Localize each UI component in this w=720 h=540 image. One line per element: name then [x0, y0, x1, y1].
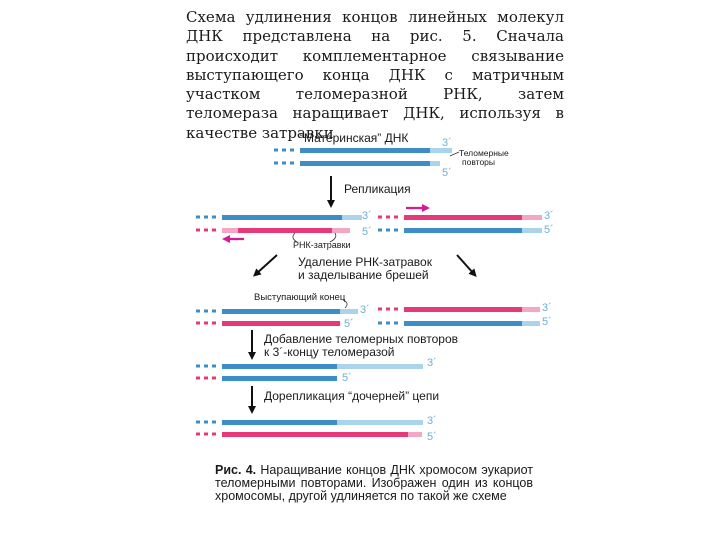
end-3-label: 3´ — [544, 210, 554, 222]
end-5-label: 5´ — [344, 318, 354, 330]
end-5-label: 5´ — [544, 224, 554, 236]
intro-paragraph: Схема удлинения концов линейных молекул ДНК представлена на рис. 5. Сначала происходит комплементарное связывание выступающего конца ДНК с матричным участком теломеразной РНК, затем теломераза наращивает ДНК, используя в качестве затравки — [186, 8, 564, 142]
removal-arrow-right — [457, 255, 474, 274]
final-daughter-strand — [222, 432, 408, 437]
left-overhang — [340, 309, 358, 314]
end-5-label: 5´ — [442, 167, 452, 179]
stage-telomerase-extension — [196, 357, 437, 384]
telomeric-repeats-label-1: Теломерные — [459, 148, 509, 158]
end-3-label: 3´ — [360, 304, 370, 316]
removal-label-2: и заделывание брешей — [298, 268, 429, 282]
parent-bottom-strand — [300, 161, 430, 166]
end-5-label: 5´ — [427, 431, 437, 443]
rna-primer-right-end — [522, 215, 530, 220]
addition-label-2: к 3´-концу теломеразой — [264, 345, 395, 359]
end-5-label: 5´ — [342, 372, 352, 384]
end-3-label: 3´ — [427, 357, 437, 369]
right-daughter-strand — [404, 215, 526, 220]
stage-parent-dna — [274, 131, 509, 179]
parent-dna-label: “Материнская” ДНК — [300, 131, 409, 145]
left-bottom-strand — [222, 321, 340, 326]
right-parent-strand — [404, 228, 522, 233]
removal-arrow-left — [256, 255, 277, 274]
caption-label: Рис. 4. — [215, 463, 257, 477]
stage-replication-right — [378, 204, 554, 236]
left-parent-repeats — [342, 215, 362, 220]
parent-top-strand — [300, 148, 430, 153]
overhang-label: Выступающий конец — [254, 292, 346, 303]
left-top-strand — [222, 309, 340, 314]
end-5-label: 5´ — [362, 226, 372, 238]
stage-primers-removed-right — [378, 302, 552, 328]
rereplication-label: Дорепликация “дочерней” цепи — [264, 389, 440, 403]
stage-daughter-completion — [196, 415, 437, 443]
added-telomeric-repeats — [337, 364, 423, 369]
rna-primers-label: РНК-затравки — [293, 240, 351, 250]
end-5-label: 5´ — [542, 316, 552, 328]
stage-replication-left — [196, 210, 372, 250]
telomeric-repeats-label-2: повторы — [462, 157, 496, 167]
final-telomeric-repeats — [337, 420, 423, 425]
end-3-label: 3´ — [542, 302, 552, 314]
final-top-strand — [222, 420, 337, 425]
parent-bottom-repeats — [430, 161, 440, 166]
replication-label: Репликация — [344, 182, 411, 196]
end-3-label: 3´ — [362, 210, 372, 222]
right-bottom-strand — [404, 321, 522, 326]
figure-caption — [215, 464, 533, 503]
caption-text: Наращивание концов ДНК хромосом эукариот теломерными повторами. Изображен один из концов хромосомы, другой удлиняется по такой же схеме — [215, 463, 533, 503]
rna-primer-right — [332, 228, 350, 233]
right-parent-repeats — [522, 228, 542, 233]
end-3-label: 3´ — [442, 137, 452, 149]
right-top-strand — [404, 307, 522, 312]
removal-label-1: Удаление РНК-затравок — [298, 255, 432, 269]
extended-top-strand — [222, 364, 337, 369]
left-daughter-strand — [238, 228, 332, 233]
end-3-label: 3´ — [427, 415, 437, 427]
rna-primer-left — [222, 228, 238, 233]
extended-bottom-strand — [222, 376, 337, 381]
left-parent-strand — [222, 215, 342, 220]
addition-label-1: Добавление теломерных повторов — [264, 332, 458, 346]
stage-primers-removed-left — [196, 292, 370, 330]
